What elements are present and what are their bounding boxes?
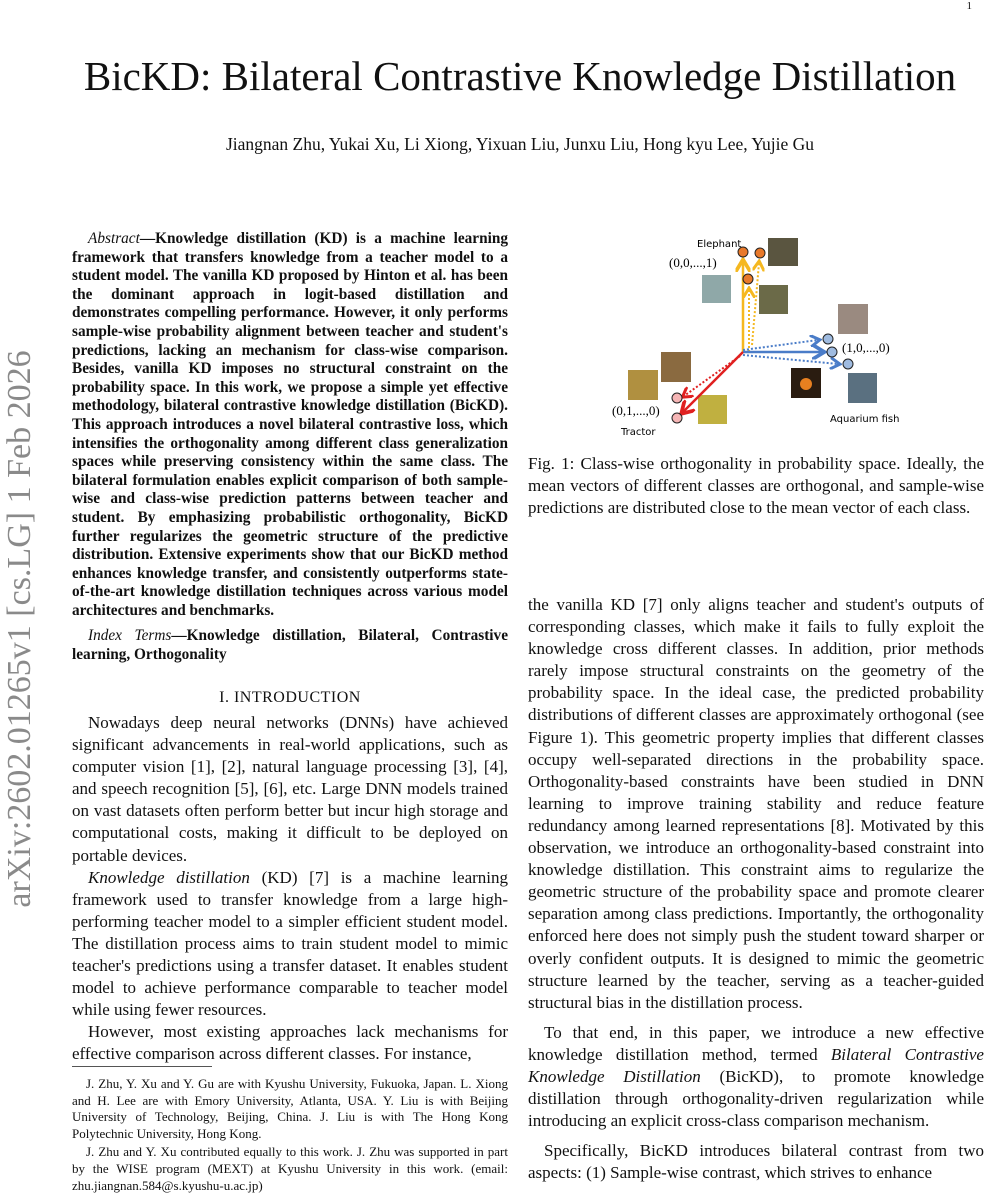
section-heading: I. INTRODUCTION <box>219 689 361 706</box>
paragraph: Specifically, BicKD introduces bilateral contrast from two aspects: (1) Sample-wise contrast, which strives to enhance <box>528 1141 984 1183</box>
footnotes <box>72 1076 508 1196</box>
index-terms-label: Index Terms <box>88 627 172 644</box>
paragraph-text: (KD) [7] is a machine learning framework used to transfer knowledge from a large high-performing teacher model to a simpler efficient student model. The distillation process aims to train student model to mimic teacher's predictions using a transfer dataset. It enables student model to achieve performance comparable to teacher model while using fewer resources. <box>72 867 508 1020</box>
fish-label: Aquarium fish <box>830 414 900 425</box>
footnote-rule <box>72 1066 212 1067</box>
abstract <box>72 230 508 620</box>
emphasis: Knowledge distillation <box>88 867 250 887</box>
fish-arrows <box>743 340 838 364</box>
paragraph: However, most existing approaches lack mechanisms for effective comparison across different classes. For instance, <box>72 1022 508 1064</box>
author-list: Jiangnan Zhu, Yukai Xu, Li Xiong, Yixuan Liu, Junxu Liu, Hong kyu Lee, Yujie Gu <box>225 134 815 154</box>
footnote: J. Zhu and Y. Xu contributed equally to this work. J. Zhu was supported in part by the WISE program (MEXT) at Kyushu University in this work. (email: zhu.jiangnan.584@s.kyushu-u.ac.jp) <box>72 1144 508 1193</box>
introduction-text <box>72 712 508 1066</box>
abstract-text: —Knowledge distillation (KD) is a machine learning framework that transfers knowledge from a teacher model to a student model. The vanilla KD proposed by Hinton et al. has been the dominant approach in logit-based distillation and demonstrates compelling performance. However, it only performs sample-wise probability alignment between teacher and student's predictions, lacking an mechanism for class-wise comparison. Besides, vanilla KD imposes no structural constraint on the probability space. In this work, we propose a simple yet effective methodology, bilateral contrastive knowledge distillation (BicKD). This approach introduces a novel bilateral contrastive loss, which intensifies the orthogonality among different class generalization spaces while preserving consistency within the same class. The bilateral formulation enables explicit comparison of both sample-wise and class-wise prediction patterns between teacher and student. By emphasizing probabilistic orthogonality, BicKD further regularizes the geometric structure of the predictive distribution. Extensive experiments show that our BicKD method enhances knowledge transfer, and consistently outperforms state-of-the-art knowledge distillation techniques across various model architectures and benchmarks. <box>72 230 508 619</box>
right-column-text <box>528 594 984 1184</box>
fish-vector: (1,0,...,0) <box>842 340 890 355</box>
index-terms <box>72 627 508 664</box>
tractor-label: Tractor <box>621 427 656 438</box>
footnote: J. Zhu, Y. Xu and Y. Gu are with Kyushu University, Fukuoka, Japan. L. Xiong and H. Lee are with Emory University, Atlanta, USA. Y. Liu is with Beijing University of Technology, Beijing, China. J. Liu is with The Hong Kong Polytechnic University, Hong Kong. <box>72 1076 508 1141</box>
paragraph-text: To that end, in this paper, we introduce a new effective knowledge distillation method, termed <box>528 1022 984 1064</box>
page-number: 1 <box>966 0 972 12</box>
arxiv-stamp: arXiv:2602.01265v1 [cs.LG] 1 Feb 2026 <box>1 350 38 908</box>
index-terms-text: —Knowledge distillation, Bilateral, Contrastive learning, Orthogonality <box>72 627 508 663</box>
paragraph <box>72 867 508 1022</box>
figure-caption: Fig. 1: Class-wise orthogonality in probability space. Ideally, the mean vectors of different classes are orthogonal, and sample-wise predictions are distributed close to the mean vector of each class. <box>528 454 984 518</box>
paragraph: Nowadays deep neural networks (DNNs) have achieved significant advancements in real-world applications, such as computer vision [1], [2], natural language processing [3], [4], and speech recognition [5], [6], etc. Large DNN models trained on vast datasets often perform better but incur high storage and computational costs, making it difficult to be deployed on portable devices. <box>72 713 508 865</box>
paper-title: BicKD: Bilateral Contrastive Knowledge Distillation <box>83 53 957 99</box>
paragraph <box>528 1022 984 1132</box>
elephant-vector: (0,0,...,1) <box>669 255 717 270</box>
elephant-label: Elephant <box>697 239 742 250</box>
paragraph-text: (BicKD), to promote knowledge distillation through orthogonality-driven regularization while introducing an explicit cross-class comparison mechanism. <box>528 1066 984 1131</box>
emphasis: Bilateral Contrastive Knowledge Distillation <box>528 1044 984 1086</box>
paragraph: the vanilla KD [7] only aligns teacher and student's outputs of corresponding classes, which make it fails to fully exploit the knowledge cross different classes. In addition, prior methods rarely impose structural constraints on the geometry of the probability space. In the ideal case, the predicted probability distributions of different classes are approximately orthogonal (see Figure 1). This geometric property implies that different classes occupy well-separated directions in the probability space. Orthogonality-based constraints have been studied in DNN learning to improve training stability and reduce feature redundancy among learned representations [8]. Motivated by this observation, we introduce an orthogonality-based constraint into knowledge distillation. This constraint aims to regularize the geometric structure of the probability space and promote clearer separation among class predictions. Importantly, the orthogonality enforced here does not simply push the student toward sharper or overly confident outputs. It is designed to mimic the geometric structure learned by the teacher, serving as a teacher-guided structural bias in the distillation process. <box>528 595 984 1012</box>
tractor-vector: (0,1,...,0) <box>612 403 660 418</box>
figure-1 <box>600 230 920 440</box>
abstract-label: Abstract <box>88 230 140 247</box>
